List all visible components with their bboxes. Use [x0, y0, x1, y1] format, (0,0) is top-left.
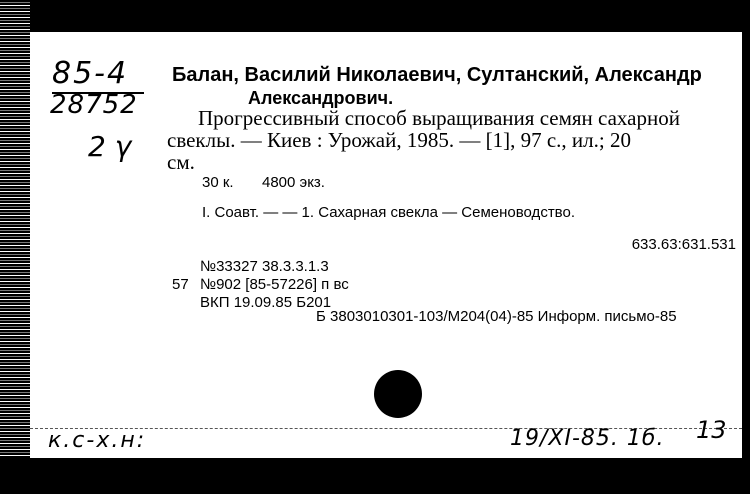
- stamp-vkp-line: ВКП 19.09.85 Б201: [200, 294, 332, 311]
- handwritten-copies: 2 γ: [88, 130, 132, 163]
- price: 30 к.: [202, 174, 234, 191]
- stamp-order-line: №902 [85-57226] п вс: [200, 276, 349, 293]
- handwritten-subject-code: к.с-х.н:: [48, 428, 147, 453]
- udc-classification: 633.63:631.531: [631, 236, 736, 253]
- print-run: 4800 экз.: [262, 174, 325, 191]
- title-line-1: Прогрессивный способ выращивания семян сахарной: [198, 106, 680, 130]
- handwritten-date: 19/XI-85. 1б.: [510, 426, 665, 451]
- author-heading-continued: Александрович.: [248, 88, 394, 108]
- handwritten-corner-number: 13: [696, 416, 727, 444]
- card-edge-scan: [0, 0, 30, 494]
- stamp-order-prefix: 57: [172, 276, 189, 293]
- handwritten-shelf-mark: 85-4: [52, 56, 129, 91]
- handwritten-inventory-number: 28752: [50, 90, 138, 120]
- tracings: I. Соавт. — — 1. Сахарная свекла — Семеноводство.: [202, 204, 575, 221]
- punch-hole: [374, 370, 422, 418]
- catalog-card: [30, 32, 742, 458]
- title-line-3: см.: [167, 150, 195, 174]
- bottom-border: [0, 458, 750, 494]
- title-line-2: свеклы. — Киев : Урожай, 1985. — [1], 97 с., ил.; 20: [167, 128, 631, 152]
- stamp-isbn-line: Б 3803010301-103/М204(04)-85 Информ. письмо-85: [316, 308, 677, 325]
- stamp-number-line: №33327 38.3.3.1.3: [200, 258, 329, 275]
- author-heading: Балан, Василий Николаевич, Султанский, Александр: [172, 64, 702, 86]
